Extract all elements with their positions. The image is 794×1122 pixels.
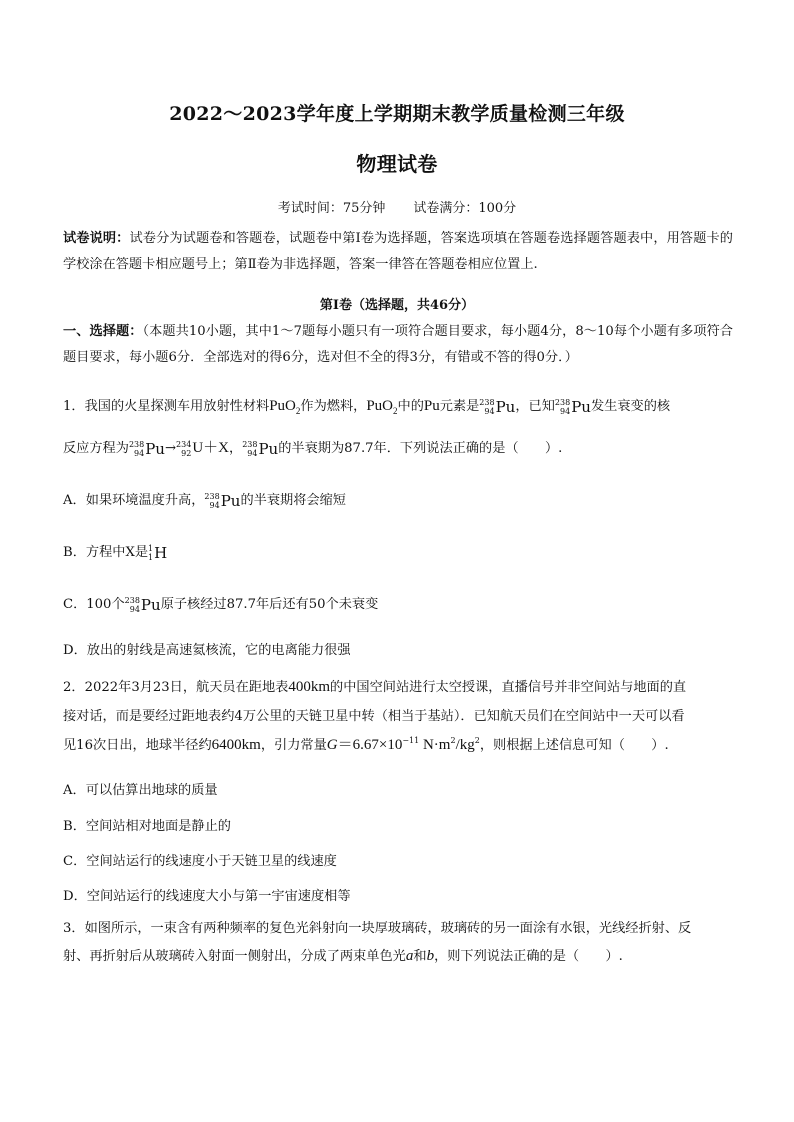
q2-option-d: D．空间站运行的线速度大小与第一宇宙速度相等: [63, 889, 351, 904]
arrow-symbol: →: [164, 441, 177, 456]
instructions: [63, 226, 733, 278]
q1-line2: 反应方程为 238 94 Pu → 234 92 U＋X， 238 94 Pu 的半衰期为87.7年．下列说法正确的是（ ）.: [63, 439, 563, 458]
q1-option-b: B．方程中X是 1 1 H: [63, 543, 168, 562]
q2-line2: 接对话，而是要经过距地表约4万公里的天链卫星中转（相当于基站）．已知航天员们在空间站中一天可以看: [63, 709, 685, 724]
pu238-nuclide: 238 94 Pu: [479, 397, 516, 416]
q1-option-c: C．100个 238 94 Pu 原子核经过87.7年后还有50个未衰变: [63, 595, 379, 614]
q2-option-a: A．可以估算出地球的质量: [63, 783, 218, 798]
section-text: （本题共10小题，其中1～7题每小题只有一项符合题目要求，每小题4分，8～10每个小题有多项符合题目要求，每小题6分．全部选对的得6分，选对但不全的得3分，有错或不答的得0分．）: [63, 324, 733, 365]
instructions-text: 试卷分为试题卷和答题卷，试题卷中第Ⅰ卷为选择题，答案选项填在答题卷选择题答题表中，用答题卡的学校涂在答题卡相应题号上；第Ⅱ卷为非选择题，答案一律答在答题卷相应位置上.: [63, 231, 733, 272]
u234-nuclide: 234 92: [176, 439, 192, 458]
full-score: 试卷满分：100分: [413, 201, 517, 216]
section-label: 一、选择题：: [63, 324, 143, 339]
exam-title: 2022～2023学年度上学期期末教学质量检测三年级: [169, 103, 625, 125]
h1-nuclide: 1 1 H: [148, 543, 168, 562]
puo2-formula: PuO$_2$: [269, 398, 301, 416]
q1-option-a: A．如果环境温度升高， 238 94 Pu 的半衰期将会缩短: [63, 491, 346, 510]
exam-time: 考试时间：75分钟: [277, 201, 386, 216]
section-description: [63, 319, 733, 371]
q2-line1: 2．2022年3月23日，航天员在距地表400km的中国空间站进行太空授课，直播信号并非空间站与地面的直: [63, 679, 687, 695]
q2-option-b: B．空间站相对地面是静止的: [63, 819, 231, 834]
q2-option-c: C．空间站运行的线速度小于天链卫星的线速度: [63, 854, 337, 869]
q3-line1: 3．如图所示，一束含有两种频率的复色光斜射向一块厚玻璃砖，玻璃砖的另一面涂有水银，光线经折射、反: [63, 921, 692, 936]
subject-title: 物理试卷: [356, 152, 438, 176]
exam-meta: [0, 197, 794, 216]
q3-line2: 射、再折射后从玻璃砖入射面一侧射出，分成了两束单色光a和b，则下列说法正确的是（ ）.: [63, 948, 623, 964]
q1-option-d: D．放出的射线是高速氦核流，它的电离能力很强: [63, 643, 351, 658]
part1-heading: 第Ⅰ卷（选择题，共46分）: [319, 298, 475, 313]
q2-line3: 见16次日出，地球半径约6400km，引力常量$G=6.67\times 10^{-11}$ $N\cdot m^2/kg^2$，则根据上述信息可知（ ）.: [63, 736, 669, 753]
q1-line1: 1．我国的火星探测车用放射性材料PuO$_2$作为燃料，PuO$_2$中的Pu元素是 238 94 Pu ，已知 238 94 Pu 发生衰变的核: [63, 397, 671, 416]
instructions-label: 试卷说明：: [63, 231, 130, 246]
